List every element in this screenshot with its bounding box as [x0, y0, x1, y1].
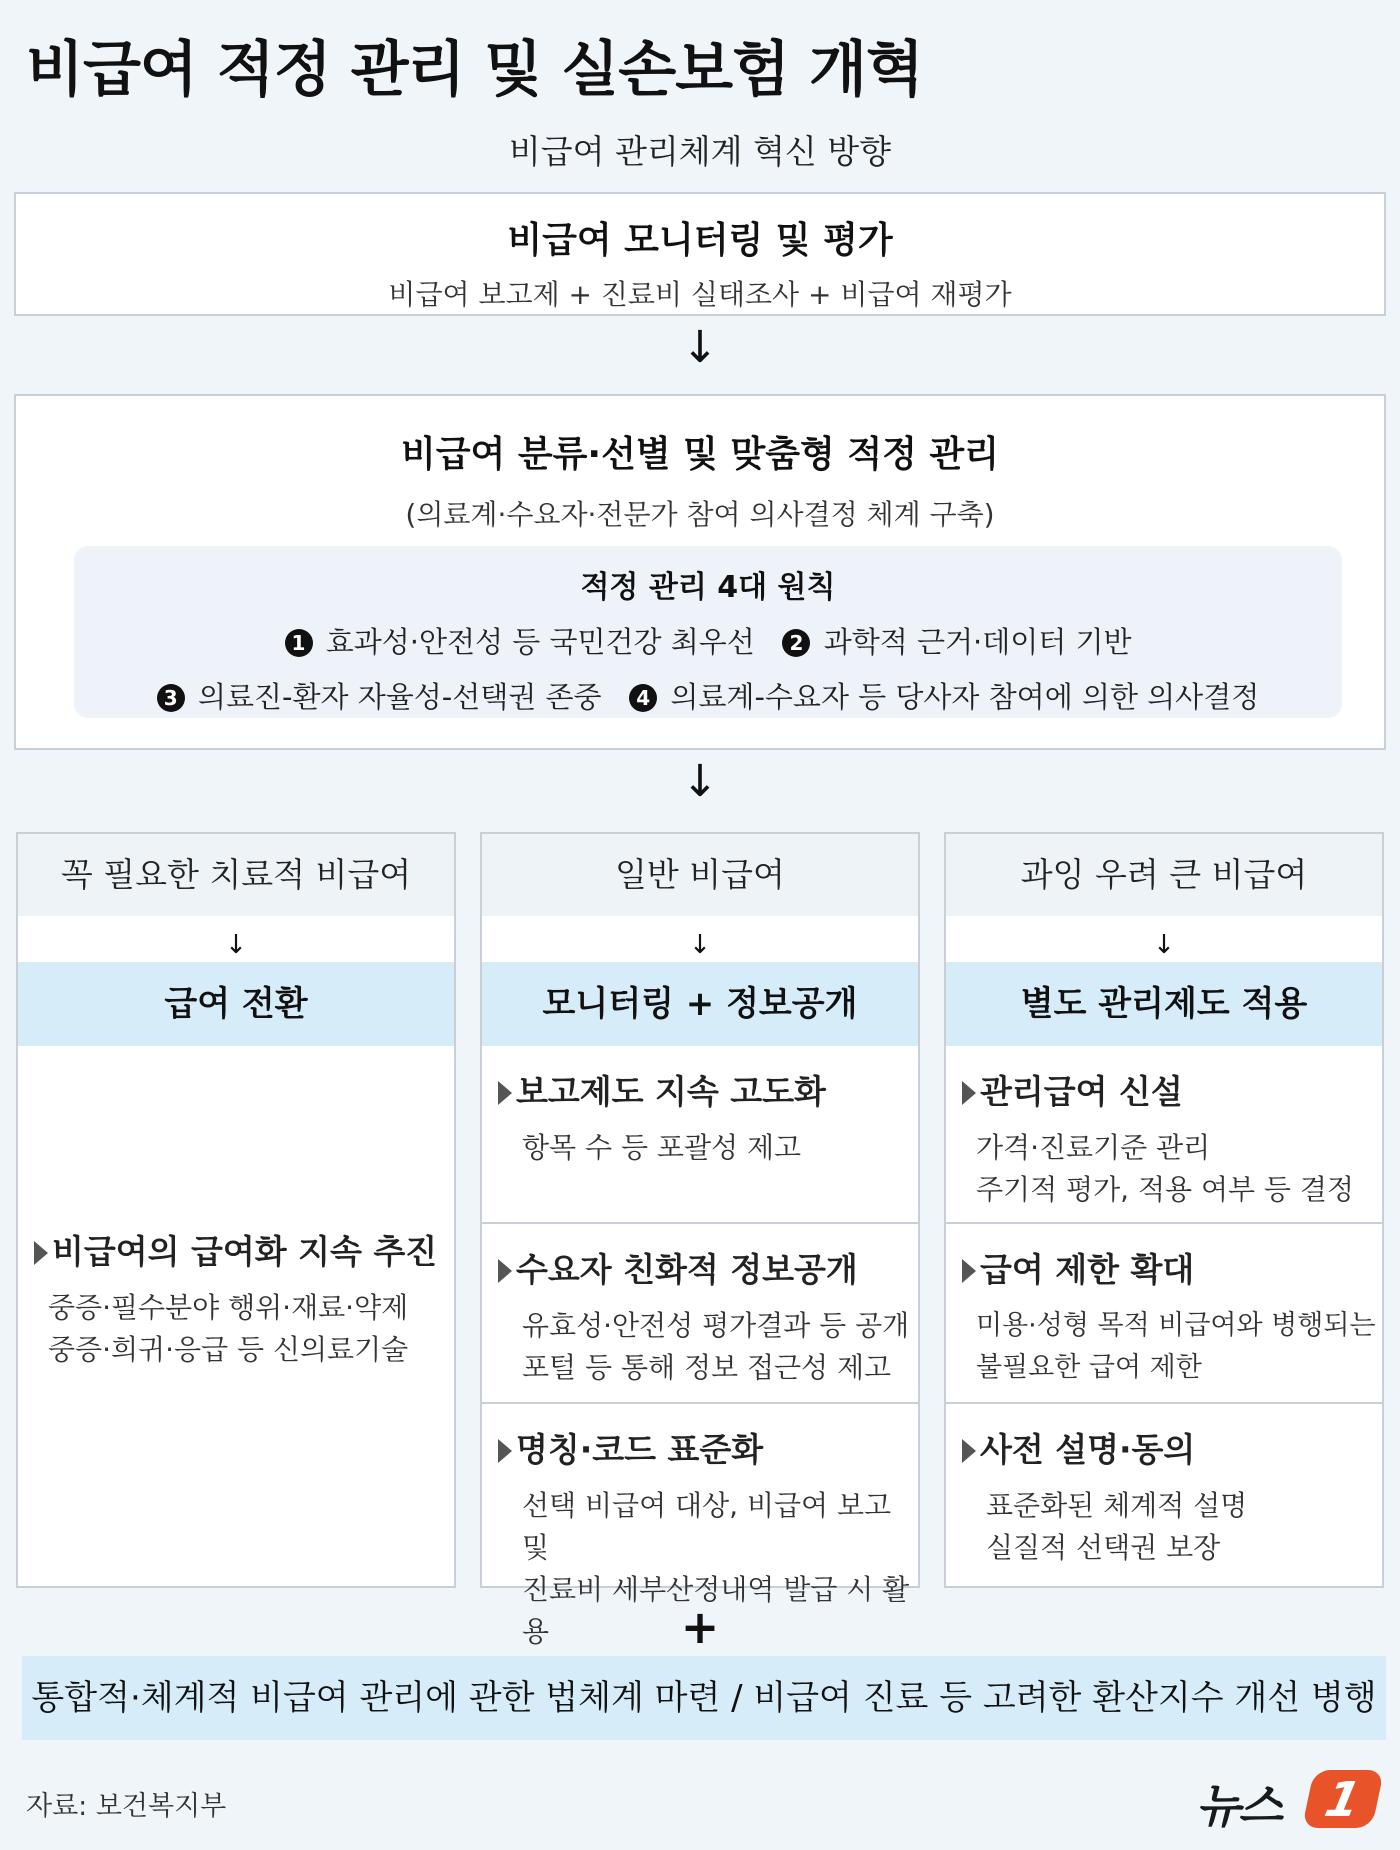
section-line: 중증·필수분야 행위·재료·약제 — [48, 1291, 409, 1324]
triangle-bullet-icon — [962, 1081, 976, 1105]
classification-box — [14, 394, 1386, 750]
triangle-bullet-icon — [498, 1081, 512, 1105]
column-section — [18, 1226, 454, 1371]
monitoring-heading: 비급여 모니터링 및 평가 — [507, 220, 893, 261]
triangle-bullet-icon — [962, 1259, 976, 1283]
column-category: 꼭 필요한 치료적 비급여 — [18, 834, 454, 916]
down-arrow-icon: ↓ — [681, 322, 719, 373]
section-title: 비급여의 급여화 지속 추진 — [52, 1232, 438, 1271]
section-title: 관리급여 신설 — [980, 1072, 1183, 1111]
section-title: 명칭·코드 표준화 — [516, 1430, 764, 1469]
principles-heading: 적정 관리 4대 원칙 — [580, 570, 836, 605]
column-category: 일반 비급여 — [482, 834, 918, 916]
logo-mark-icon — [1302, 1770, 1384, 1828]
monitoring-box — [14, 192, 1386, 316]
section-line: 미용·성형 목적 비급여와 병행되는 — [976, 1310, 1376, 1341]
news1-logo — [1196, 1766, 1386, 1833]
section-title: 사전 설명·동의 — [980, 1430, 1196, 1469]
page-subtitle: 비급여 관리체계 혁신 방향 — [508, 132, 892, 171]
principle-item: 의료계-수요자 등 당사자 참여에 의한 의사결정 — [670, 680, 1260, 714]
section-title: 급여 제한 확대 — [980, 1250, 1195, 1289]
page-title: 비급여 적정 관리 및 실손보험 개혁 — [26, 35, 923, 105]
plus-icon: + — [680, 1600, 720, 1654]
column-section — [946, 1222, 1382, 1389]
down-arrow-icon: ↓ — [1153, 930, 1175, 960]
down-arrow-icon: ↓ — [689, 930, 711, 960]
section-title: 보고제도 지속 고도화 — [516, 1072, 826, 1111]
principles-panel — [74, 546, 1342, 718]
classification-detail: (의료계·수요자·전문가 참여 의사결정 체계 구축) — [405, 498, 995, 531]
section-line: 선택 비급여 대상, 비급여 보고 및 — [522, 1489, 892, 1564]
section-line: 표준화된 체계적 설명 — [986, 1489, 1248, 1522]
source-credit: 자료: 보건복지부 — [26, 1791, 227, 1822]
triangle-bullet-icon — [498, 1439, 512, 1463]
principle-item: 의료진-환자 자율성-선택권 존중 — [197, 680, 602, 714]
principles-line-1 — [74, 620, 1342, 661]
section-line: 가격·진료기준 관리 — [976, 1131, 1211, 1164]
column-section — [482, 1066, 918, 1169]
principle-item: 효과성·안전성 등 국민건강 최우선 — [325, 625, 755, 659]
section-line: 실질적 선택권 보장 — [986, 1531, 1221, 1564]
bottom-bar: 통합적·체계적 비급여 관리에 관한 법체계 마련 / 비급여 진료 등 고려한 환산지수 개선 병행 — [22, 1656, 1386, 1740]
column-section — [946, 1066, 1382, 1211]
triangle-bullet-icon — [962, 1439, 976, 1463]
classification-heading: 비급여 분류·선별 및 맞춤형 적정 관리 — [401, 434, 999, 475]
section-line: 불필요한 급여 제한 — [976, 1352, 1202, 1383]
number-badge-icon: 3 — [157, 684, 185, 712]
principles-line-2 — [74, 675, 1342, 716]
number-badge-icon: 2 — [782, 629, 810, 657]
logo-text: 뉴스 — [1196, 1779, 1281, 1833]
column-category: 과잉 우려 큰 비급여 — [946, 834, 1382, 916]
section-line: 포털 등 통해 정보 접근성 제고 — [522, 1351, 892, 1384]
logo-mark-text: 1 — [1320, 1772, 1366, 1828]
column-section — [482, 1222, 918, 1389]
triangle-bullet-icon — [34, 1241, 48, 1265]
number-badge-icon: 1 — [285, 629, 313, 657]
section-line: 주기적 평가, 적용 여부 등 결정 — [976, 1173, 1354, 1206]
column-action: 별도 관리제도 적용 — [946, 962, 1382, 1046]
section-line: 진료비 세부산정내역 발급 시 활용 — [522, 1573, 910, 1648]
column-action: 급여 전환 — [18, 962, 454, 1046]
down-arrow-icon: ↓ — [681, 756, 719, 807]
column-action: 모니터링 + 정보공개 — [482, 962, 918, 1046]
column-therapeutic — [16, 832, 456, 1588]
column-general — [480, 832, 920, 1648]
column-section — [946, 1402, 1382, 1569]
section-line: 유효성·안전성 평가결과 등 공개 — [522, 1309, 910, 1342]
triangle-bullet-icon — [498, 1259, 512, 1283]
section-line: 항목 수 등 포괄성 제고 — [522, 1131, 802, 1164]
number-badge-icon: 4 — [629, 684, 657, 712]
down-arrow-icon: ↓ — [225, 930, 247, 960]
principle-item: 과학적 근거·데이터 기반 — [823, 625, 1132, 659]
section-line: 중증·희귀·응급 등 신의료기술 — [48, 1333, 409, 1366]
monitoring-detail: 비급여 보고제 + 진료비 실태조사 + 비급여 재평가 — [388, 278, 1012, 311]
column-overuse — [944, 832, 1384, 1588]
section-title: 수요자 친화적 정보공개 — [516, 1250, 858, 1289]
